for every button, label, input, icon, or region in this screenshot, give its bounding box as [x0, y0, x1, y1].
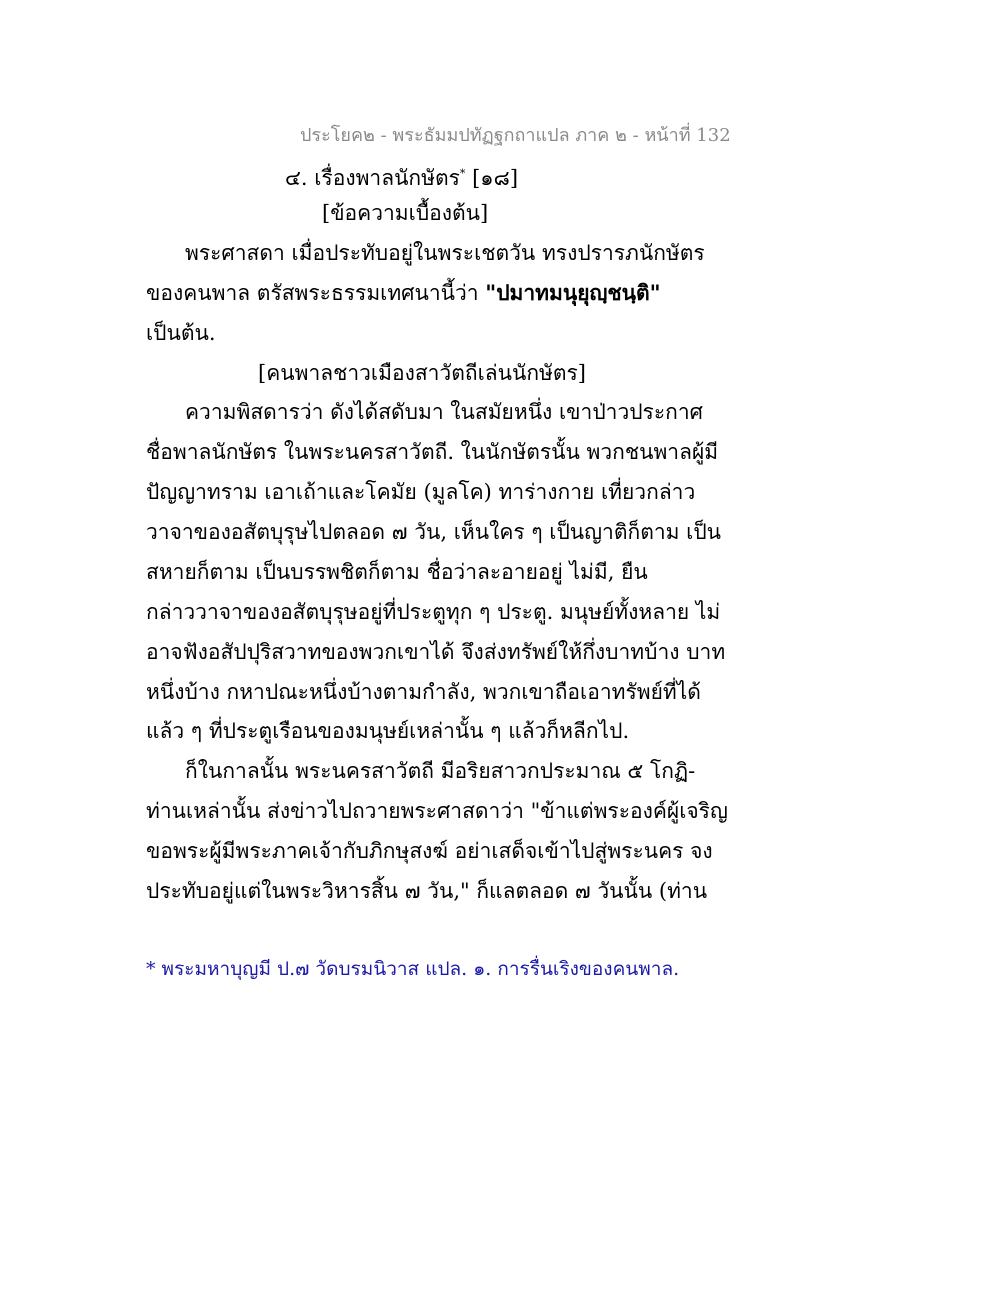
story-title-line	[285, 159, 518, 193]
section-heading: [คนพาลชาวเมืองสาวัตถีเล่นนักษัตร]	[258, 361, 587, 385]
body-line: ความพิสดารว่า ดังได้สดับมา ในสมัยหนึ่ง เขาป่าวประกาศ	[185, 400, 703, 424]
body-line: ปัญญาทราม เอาเถ้าและโคมัย (มูลโค) ทาร่างกาย เที่ยวกล่าว	[146, 480, 696, 504]
intro-heading: [ข้อความเบื้องต้น]	[322, 201, 489, 225]
footnote: * พระมหาบุญมี ป.๗ วัดบรมนิวาส แปล. ๑. การรื่นเริงของคนพาล.	[146, 958, 680, 980]
page-header: ประโยค๒ - พระธัมมปทัฏฐกถาแปล ภาค ๒ - หน้าที่ 132	[300, 125, 731, 146]
body-line: ก็ในกาลนั้น พระนครสาวัตถี มีอริยสาวกประมาณ ๕ โกฏิ-	[185, 759, 696, 783]
story-title: ๔. เรื่องพาลนักษัตร	[285, 166, 460, 190]
body-line: หนึ่งบ้าง กหาปณะหนึ่งบ้างตามกำลัง, พวกเขาถือเอาทรัพย์ที่ได้	[146, 680, 701, 704]
intro-line-1: พระศาสดา เมื่อประทับอยู่ในพระเชตวัน ทรงปรารภนักษัตร	[185, 241, 705, 265]
intro-line-2	[146, 278, 661, 308]
body-line: สหายก็ตาม เป็นบรรพชิตก็ตาม ชื่อว่าละอายอยู่ ไม่มี, ยืน	[146, 560, 648, 584]
pali-quote: "ปมาทมนุยุญฺชนฺติ"	[485, 280, 661, 305]
body-line: อาจฟังอสัปปุริสวาทของพวกเขาได้ จึงส่งทรัพย์ให้กึ่งบาทบ้าง บาท	[146, 640, 726, 664]
footnote-marker: *	[459, 167, 466, 180]
intro-line-2-text: ของคนพาล ตรัสพระธรรมเทศนานี้ว่า	[146, 281, 486, 305]
body-line: ชื่อพาลนักษัตร ในพระนครสาวัตถี. ในนักษัตรนั้น พวกชนพาลผู้มี	[146, 440, 719, 464]
intro-line-3: เป็นต้น.	[146, 321, 216, 345]
body-line: ประทับอยู่แต่ในพระวิหารสิ้น ๗ วัน," ก็แลตลอด ๗ วันนั้น (ท่าน	[146, 879, 708, 903]
body-line: แล้ว ๆ ที่ประตูเรือนของมนุษย์เหล่านั้น ๆ แล้วก็หลีกไป.	[146, 719, 630, 743]
body-line: ท่านเหล่านั้น ส่งข่าวไปถวายพระศาสดาว่า "ข้าแต่พระองค์ผู้เจริญ	[146, 799, 728, 823]
body-line: วาจาของอสัตบุรุษไปตลอด ๗ วัน, เห็นใคร ๆ เป็นญาติก็ตาม เป็น	[146, 520, 722, 544]
body-line: ขอพระผู้มีพระภาคเจ้ากับภิกษุสงฆ์ อย่าเสด็จเข้าไปสู่พระนคร จง	[146, 839, 713, 863]
story-number: [๑๘]	[472, 166, 519, 190]
body-line: กล่าววาจาของอสัตบุรุษอยู่ที่ประตูทุก ๆ ประตู. มนุษย์ทั้งหลาย ไม่	[146, 600, 721, 624]
